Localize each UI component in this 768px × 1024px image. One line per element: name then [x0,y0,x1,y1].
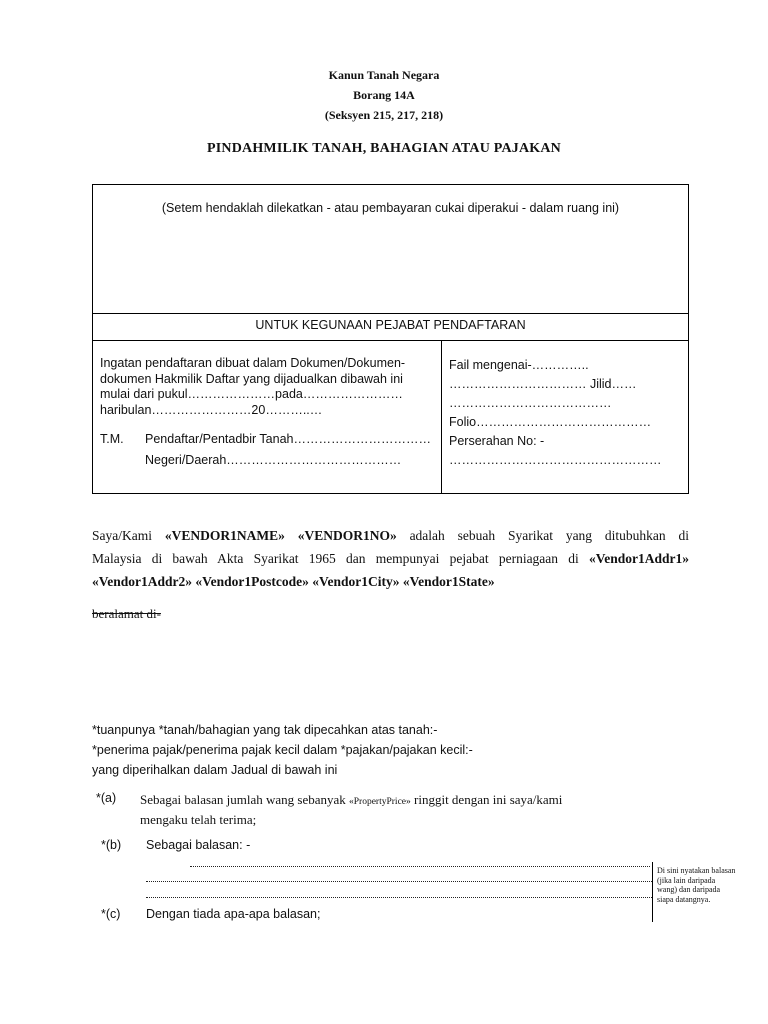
file-reference-line: Fail mengenai-………….. [449,358,589,372]
stamp-box-divider [92,313,689,314]
tm-label: T.M. [100,432,124,446]
registry-left-cell [100,356,405,418]
registry-entry-line: haribulan……………………20………..… [100,402,323,417]
registry-heading-divider [92,340,689,341]
party-line-1 [92,525,689,547]
clause-b-text: Sebagai balasan: - [146,838,251,852]
lessee-role-line: *penerima pajak/penerima pajak kecil dalam *pajakan/pajakan kecil:- [92,743,473,757]
form-sections: (Seksyen 215, 217, 218) [324,108,444,122]
vendor-name-field: «VENDOR1NAME» [164,528,285,543]
clause-b-label: *(b) [101,838,122,852]
registry-entry-line: dokumen Hakmilik Daftar yang dijadualkan dibawah ini [100,371,403,386]
clause-a-text-part: ringgit dengan ini saya/kami [410,792,563,807]
vendor-no-field: «VENDOR1NO» [297,528,397,543]
clause-a-line-2: mengaku telah terima; [140,812,257,827]
dotted-line: …………………………………………… [449,453,662,467]
vendor-address-1-field: «Vendor1Addr1» [588,551,689,566]
vendor-address-fields: «Vendor1Addr2» «Vendor1Postcode» «Vendor1City» «Vendor1State» [92,574,495,589]
form-title: PINDAHMILIK TANAH, BAHAGIAN ATAU PAJAKAN [207,141,561,156]
owner-role-line: *tuanpunya *tanah/bahagian yang tak dipecahkan atas tanah:- [92,723,438,737]
state-district-line: Negeri/Daerah…………………………………… [145,453,402,467]
party-line-3 [92,571,495,593]
clause-a-label: *(a) [96,791,117,805]
party-text: Saya/Kami [92,528,165,543]
clause-c-text: Dengan tiada apa-apa balasan; [146,907,321,921]
registry-right-cell [449,356,662,470]
registrar-line: Pendaftar/Pentadbir Tanah…………………………… [145,432,431,446]
act-name: Kanun Tanah Negara [328,68,440,82]
registry-entry-line: Ingatan pendaftaran dibuat dalam Dokumen/Dokumen- [100,356,406,370]
registry-heading: UNTUK KEGUNAAN PEJABAT PENDAFTARAN [255,318,526,332]
side-note-bracket [652,862,653,922]
consideration-dotted-line [146,897,652,898]
consideration-dotted-line [146,881,652,882]
registry-column-divider [441,340,442,494]
clause-a-text [140,791,640,829]
roles-block [92,720,473,780]
folio-line: Folio…………………………………… [449,415,652,429]
consideration-dotted-line [190,866,650,867]
party-text: Malaysia di bawah Akta Syarikat 1965 dan mempunyai pejabat perniagaan di [92,551,589,566]
consideration-side-note: Di sini nyatakan balasan (jika lain daripada wang) dan daripada siapa datangnya. [657,866,736,904]
stamp-box-note: (Setem hendaklah dilekatkan - atau pembayaran cukai diperakui - dalam ruang ini) [161,201,620,215]
party-text: adalah sebuah Syarikat yang ditubuhkan di [396,528,689,543]
volume-line: …………………………… Jilid…… [449,377,637,391]
registry-entry-line: mulai dari pukul…………………pada…………………… [100,387,403,401]
schedule-reference-line: yang diperihalkan dalam Jadual di bawah ini [92,763,338,777]
clause-c-label: *(c) [101,907,121,921]
struck-address-label: beralamat di- [92,606,161,621]
party-line-2 [92,548,689,570]
clause-a-text-part: Sebagai balasan jumlah wang sebanyak [140,792,350,807]
property-price-field: «PropertyPrice» [349,797,411,807]
form-number: Borang 14A [353,88,415,102]
dotted-line: ………………………………… [449,396,612,410]
presentation-no-line: Perserahan No: - [449,434,545,448]
